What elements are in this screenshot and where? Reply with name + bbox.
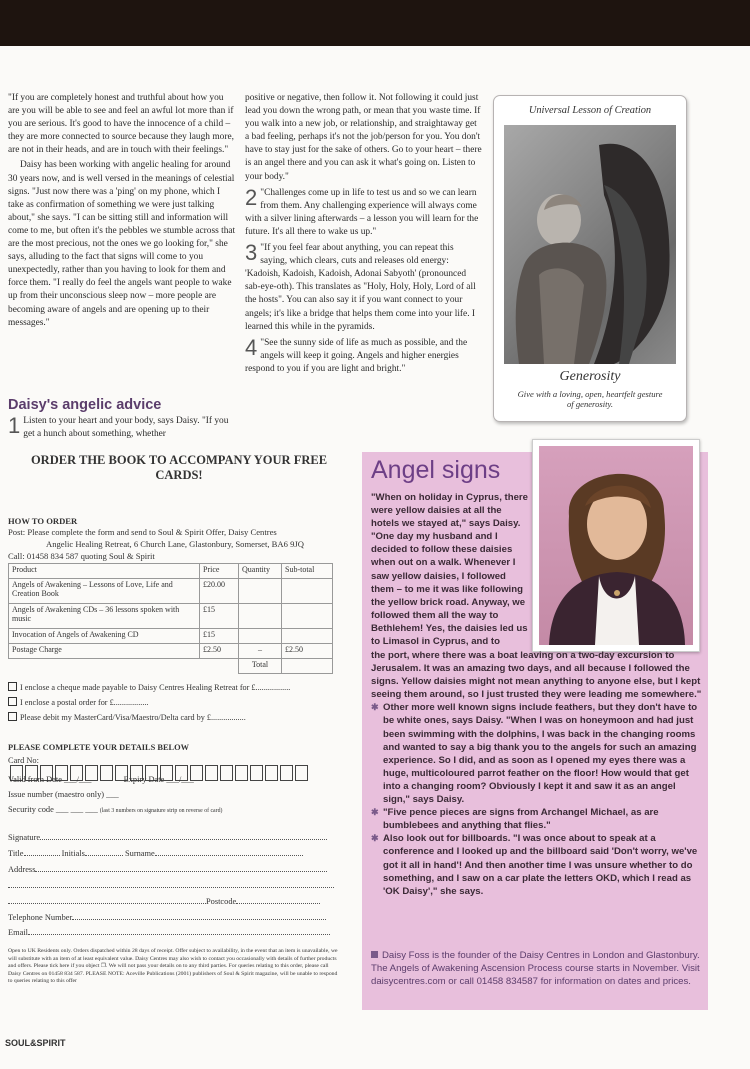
square-bullet-icon	[371, 951, 378, 958]
daisy-photo	[532, 439, 700, 652]
price-cell: £20.00	[200, 579, 239, 604]
table-header: Sub-total	[282, 564, 333, 579]
quantity-cell: –	[239, 644, 282, 659]
cheque-label: I enclose a cheque made payable to Daisy Centres Healing Retreat for £.................	[20, 683, 291, 692]
advice-item-1	[8, 415, 236, 441]
security-code-field[interactable]	[8, 805, 338, 814]
quantity-cell[interactable]	[239, 579, 282, 604]
advice-item-2	[245, 184, 482, 239]
table-header-row	[9, 564, 333, 579]
bullet-item: ✱ "Five pence pieces are signs from Archangel Michael, as are bumblebees and anything that flies."	[371, 806, 704, 832]
article-column-1	[8, 92, 236, 332]
article-column-2	[245, 92, 482, 378]
table-row	[9, 579, 333, 604]
magazine-brand: SOUL&SPIRIT	[5, 1038, 66, 1048]
cheque-option[interactable]	[8, 682, 290, 692]
portrait-illustration	[539, 446, 693, 645]
angel-illustration	[504, 125, 676, 364]
security-note: (last 3 numbers on signature strip on reverse of card)	[99, 808, 223, 814]
author-footer-text: Daisy Foss is the founder of the Daisy Centres in London and Glastonbury. The Angels of Awakening Ascension Process course starts in November. Visit daisycentres.com or call 01458 834587 for information on dates and prices.	[371, 950, 700, 987]
table-header: Quantity	[239, 564, 282, 579]
angel-signs-heading: Angel signs	[371, 456, 501, 484]
postcode-field[interactable]: Postcode	[8, 897, 338, 906]
table-row	[9, 604, 333, 629]
advice-text: Listen to your heart and your body, says Daisy. "If you get a hunch about something, whether	[23, 416, 229, 439]
postal-label: I enclose a postal order for £.................	[20, 698, 149, 707]
advice-number: 4	[245, 334, 258, 360]
advice-text: "If you feel fear about anything, you can repeat this saying, which clears, cuts and releases old energy: 'Kadoish, Kadoish, Kadoish, Adonai Sabyoth' (pronounced sab-eye-oth). This translates as "Holy, Holy, Holy, Lord of all the hosts". You can also say it if you want connect to your angels; it's like a bridge that helps them come into your life. I learned this while in the pyramids.	[245, 243, 476, 332]
security-code-label: Security code ___ ___ ___	[8, 805, 98, 814]
article-paragraph: "If you are completely honest and truthful about how you are you will be able to see and feel an awful lot more than if you are serious. It's good to have the innocence of a child – they are more connected to source because they laugh more, are not in their heads, and are in touch with their feelings."	[8, 93, 234, 156]
subtotal-cell[interactable]	[282, 629, 333, 644]
advice-heading: Daisy's angelic advice	[8, 397, 162, 413]
name-fields[interactable]	[8, 849, 338, 858]
card-subtitle: Generosity	[559, 369, 621, 384]
price-cell: £2.50	[200, 644, 239, 659]
author-footer	[371, 949, 705, 988]
quantity-cell[interactable]	[239, 604, 282, 629]
advice-text: "See the sunny side of life as much as possible, and the angels will keep it going. Angels and higher energies respond to you if you are light and bright."	[245, 337, 468, 374]
date-fields[interactable]	[8, 775, 338, 784]
card-caption: Give with a loving, open, heartfelt gesture of generosity.	[517, 389, 663, 409]
advice-number: 1	[8, 413, 21, 438]
order-address: Angelic Healing Retreat, 6 Church Lane, Glastonbury, Somerset, BA6 9JQ	[46, 538, 304, 549]
advice-text: "Challenges come up in life to test us and so we can learn from them. Any challenging experience will always come with a silver lining afterwards – a lesson you will learn for the future. It's all there to wake us up."	[245, 187, 479, 237]
table-row	[9, 644, 333, 659]
total-cell[interactable]	[282, 659, 333, 674]
advice-item-3	[245, 242, 482, 334]
card-title: Universal Lesson of Creation	[528, 105, 652, 116]
angel-signs-paragraph: the port, where there was a boat leaving on a two-day excursion to Jerusalem. It was an amazing two days, and all because I followed the signs. Yellow daisies might not mean anything to anyone else, but I kept seeing them around, so I just trusted they were leading me somewhere."	[371, 650, 702, 701]
order-form	[8, 453, 350, 985]
initials-field[interactable]: Initials	[61, 849, 85, 858]
signature-field[interactable]: Signature	[8, 833, 338, 842]
table-total-row	[9, 659, 333, 674]
subtotal-cell[interactable]	[282, 579, 333, 604]
angel-statue-image	[504, 125, 676, 364]
bullet-item: ✱ Also look out for billboards. "I was once about to speak at a conference and I looked up and the billboard said 'Don't worry, we've got it all in hand'! And then another time I was unsure whether to do something, and I saw on a car plate the letters OKD, which I read as 'OK Daisy'," she says.	[371, 832, 704, 897]
advice-number: 2	[245, 184, 258, 210]
price-cell: £15	[200, 629, 239, 644]
table-row	[9, 629, 333, 644]
checkbox[interactable]	[8, 682, 17, 691]
article-paragraph: Daisy has been working with angelic healing for around 30 years now, and is well versed in the meanings of celestial signs. "Just now there was a 'ping' on my phone, which I take as confirmation of something we were just talking about," she says. "I can be sitting still and information will come to me, but often it's the pebbles we stumble across that are the most precious, not the ones we go looking for," she says, alluding to the fact that signs will come to you unexpectedly, rather than you having to look for them and force them. "I really do feel the angels want people to wake up from their unconscious sleep now – more people are becoming aware of angels and are opening up to their messages."	[8, 160, 236, 328]
product-cell: Angels of Awakening – Lessons of Love, Life and Creation Book	[9, 579, 200, 604]
total-label: Total	[239, 659, 282, 674]
bullet-item: ✱ Other more well known signs include feathers, but they don't have to be white ones, says Daisy. "When I was on honeymoon and had just been swimming with the dolphins, I was back in the changing rooms and wanted to say a big thank you to the angels for such an amazing experience. So I did, and as soon as I opened my eyes there was a huge, multicoloured parrot feather on the floor! How would that get into a changing room? Obviously I kept it and saw it as an angel sign," says Daisy.	[371, 701, 704, 806]
order-call: Call: 01458 834 587 quoting Soul & Spirit	[8, 550, 155, 561]
email-field[interactable]: Email	[8, 928, 338, 937]
postal-order-option[interactable]	[8, 697, 148, 707]
valid-from-field[interactable]: Valid from Date ___/___	[8, 775, 92, 784]
debit-label: Please debit my MasterCard/Visa/Maestro/Delta card by £.................	[20, 713, 246, 722]
quantity-cell[interactable]	[239, 629, 282, 644]
title-field[interactable]: Title	[8, 849, 24, 858]
debit-card-option[interactable]	[8, 712, 246, 722]
checkbox[interactable]	[8, 712, 17, 721]
advice-item-4	[245, 334, 482, 376]
advice-item-1-continued: positive or negative, then follow it. Not following it could just lead you down the wrong path, or mean that you waste time. If you walk into a new job, or relationship, and straightaway get a bad feeling, perhaps it's not the job/person for you. You don't have to stay just for the sake of others. Go to your heart – there is an angel there and you can ask it what's going on. Listen to your body."	[245, 93, 482, 182]
angel-signs-intro: "When on holiday in Cyprus, there were yellow daisies at all the hotels we stayed at," says Daisy. "One day my husband and I decided to follow these daisies when out on a walk. Whenever I saw yellow daisies, I followed them – to me it was like following the yellow brick road. Anyway, we followed them all the way to Bethlehem! Yes, the daisies led us to Limasol in Cyprus, and to	[371, 492, 528, 648]
order-table	[8, 563, 333, 674]
table-header: Product	[9, 564, 200, 579]
top-dark-band	[0, 0, 750, 46]
surname-field[interactable]: Surname	[124, 849, 155, 858]
product-cell: Postage Charge	[9, 644, 200, 659]
angel-card	[493, 95, 687, 422]
order-post-text: Post: Please complete the form and send to Soul & Spirit Offer, Daisy Centres	[8, 527, 277, 537]
advice-number: 3	[245, 240, 258, 266]
subtotal-cell[interactable]	[282, 604, 333, 629]
issue-number-field[interactable]: Issue number (maestro only) ___	[8, 790, 119, 799]
address-field[interactable]: Address	[8, 865, 338, 874]
price-cell: £15	[200, 604, 239, 629]
fine-print: Open to UK Residents only. Orders dispatched within 28 days of receipt. Offer subject to availability, in the event that an item is unavailable, we will substitute with an item of at least equivalent value. Daisy Centres may also wish to contact you occasionally with details of further products and offers. Please tick here if you object ❐. We will not pass your details on to any third parties. For queries relating to this order, please call Daisy Centres on 01458 834 587. PLEASE NOTE: Aceville Publications (2001) publishers of Soul & Spirit magazine, will be unable to respond to queries relating to this offer	[8, 948, 338, 985]
expiry-field[interactable]: Expiry Date ___/___	[123, 775, 194, 784]
order-heading: ORDER THE BOOK TO ACCOMPANY YOUR FREE CARDS!	[30, 453, 328, 482]
table-header: Price	[200, 564, 239, 579]
card-number-label: Card No:	[8, 756, 39, 765]
details-label: PLEASE COMPLETE YOUR DETAILS BELOW	[8, 743, 190, 752]
angel-signs-body	[371, 649, 704, 898]
telephone-field[interactable]: Telephone Number	[8, 913, 338, 922]
how-to-order-label: HOW TO ORDER	[8, 516, 78, 526]
product-cell: Invocation of Angels of Awakening CD	[9, 629, 200, 644]
checkbox[interactable]	[8, 697, 17, 706]
product-cell: Angels of Awakening CDs – 36 lessons spoken with music	[9, 604, 200, 629]
address-line[interactable]	[8, 881, 338, 890]
subtotal-cell: £2.50	[282, 644, 333, 659]
